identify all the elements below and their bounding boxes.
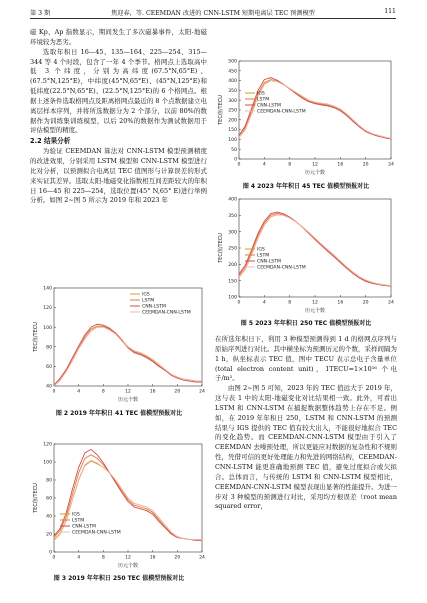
running-title: 焦迎春，等. CEEMDAN 改进的 CNN-LSTM 短期电离层 TEC 预测模型 xyxy=(111,10,315,17)
y-tick-label: 300 xyxy=(228,230,237,236)
x-tick-label: 4 xyxy=(77,555,81,561)
legend-label: IGS xyxy=(257,247,265,253)
figure-5-chart xyxy=(215,193,397,315)
figure-5-caption: 图 5 2023 年年积日 250 TEC 值模型预报对比 xyxy=(240,320,372,327)
issue-label: 第 3 期 xyxy=(30,10,51,17)
x-tick-label: 20 xyxy=(362,162,369,168)
y-tick-label: 350 xyxy=(228,89,237,94)
legend-label: LSTM xyxy=(257,253,270,259)
chart-svg xyxy=(30,282,208,404)
x-tick-label: 0 xyxy=(52,555,56,561)
x-tick-label: 24 xyxy=(199,389,205,395)
chart-svg xyxy=(215,193,397,315)
y-axis-label: TEC值/TECU xyxy=(33,322,39,352)
x-tick-label: 24 xyxy=(199,555,205,561)
x-axis-label: 历元个数 xyxy=(117,563,139,569)
x-tick-label: 12 xyxy=(125,555,131,561)
y-tick-label: 100 xyxy=(43,325,52,331)
y-tick-label: 200 xyxy=(228,118,237,124)
x-tick-label: 16 xyxy=(337,300,344,306)
y-tick-label: 80 xyxy=(46,478,52,484)
running-header xyxy=(30,6,396,19)
y-tick-label: 80 xyxy=(46,345,52,351)
right-column-text xyxy=(215,335,397,512)
y-tick-label: 400 xyxy=(228,79,237,85)
paragraph: 磁 Kp、Ap 指数显示，期间发生了多次磁暴事件，太阳-地磁环境较为恶劣。 xyxy=(30,28,207,46)
series-line xyxy=(54,327,202,386)
chart-svg xyxy=(30,438,208,570)
y-axis-label: TEC值/TECU xyxy=(218,233,224,263)
plot-frame xyxy=(54,288,202,386)
x-tick-label: 16 xyxy=(149,389,156,395)
x-tick-label: 0 xyxy=(52,389,56,395)
x-tick-label: 24 xyxy=(388,300,394,306)
y-tick-label: 200 xyxy=(228,262,237,268)
y-tick-label: 0 xyxy=(49,550,52,556)
y-tick-label: 50 xyxy=(231,147,237,153)
legend-label: CNN-LSTM xyxy=(257,103,281,109)
legend-label: CEEMDAN-CNN-LSTM xyxy=(72,530,121,536)
legend-label: CEEMDAN-CNN-LSTM xyxy=(142,310,191,316)
x-tick-label: 24 xyxy=(388,162,394,168)
x-axis-label: 历元个数 xyxy=(304,170,326,176)
series-line xyxy=(54,327,202,386)
series-line xyxy=(54,324,202,385)
x-tick-label: 20 xyxy=(362,300,369,306)
legend-label: CEEMDAN-CNN-LSTM xyxy=(257,109,306,115)
y-tick-label: 60 xyxy=(46,365,52,370)
y-tick-label: 350 xyxy=(228,213,237,219)
legend-label: CEEMDAN-CNN-LSTM xyxy=(257,265,306,271)
y-tick-label: 150 xyxy=(228,279,237,285)
y-tick-label: 400 xyxy=(228,197,237,203)
x-tick-label: 4 xyxy=(262,300,266,306)
y-tick-label: 40 xyxy=(46,514,52,520)
paragraph: 由图 2~图 5 可知，2023 年的 TEC 值远大于 2019 年，这与表 1 中的太阳-地磁变化对比结果相一致。此外，可看出 LSTM 和 CNN-LSTM 在捕捉数据整体趋势上存在不足。例如，在 2019 年年积日 250，LSTM 和 CNN-LSTM 的预测结果与 IGS 提供的 TEC 值有较大出入，不能很好地拟合 TEC 的变化趋势。而 CEEMDAN-CNN-LSTM 模型由于引入了 CEEMDAN 去噪预处理，所以更能应对数据的复杂性和不规则性，凭借可信的更好处理能力和先进的网络结构，CEEMDAN-CNN-LSTM 能更准确地预测 TEC 值，避免过度拟合或欠拟合。总体而言，与传统的 LSTM 和 CNN-LSTM 模型相比，CEEMDAN-CNN-LSTM 模型表现出显著的性能提升。为进一步对 3 种模型的预测进行对比，采用均方根误差（root mean squared error， xyxy=(215,384,397,511)
y-tick-label: 120 xyxy=(43,306,52,312)
figure-4-caption: 图 4 2023 年年积日 45 TEC 值模型预报对比 xyxy=(242,183,370,190)
y-tick-label: 500 xyxy=(228,59,237,65)
legend-label: LSTM xyxy=(142,298,155,304)
legend-label: IGS xyxy=(142,292,150,298)
figure-3-chart xyxy=(30,438,208,570)
x-tick-label: 8 xyxy=(101,555,105,561)
paragraph: 为验证 CEEMDAN 算法对 CNN-LSTM 模型预测精度的改进效果，分别采用 LSTM 模型和 CNN-LSTM 模型进行比对分析，以预测拟合电离层 TEC 值图形与计算误差的形式来实证其差异。选取太阳-地磁变化指数相互间差距较大的年积日 16—45 和 225—254，选取位置(45° N,65° E)进行举例分析。如图 2~图 5 所示为 2019 年和 2023 年 xyxy=(30,147,207,205)
x-tick-label: 4 xyxy=(262,162,266,168)
legend-label: LSTM xyxy=(72,518,85,524)
y-tick-label: 120 xyxy=(43,442,52,448)
figure-2-caption: 图 2 2019 年年积日 41 TEC 值模型预报对比 xyxy=(55,410,183,417)
chart-svg xyxy=(215,55,397,177)
x-tick-label: 4 xyxy=(77,389,81,395)
y-tick-label: 140 xyxy=(43,286,52,292)
legend-label: CNN-LSTM xyxy=(72,524,96,530)
x-tick-label: 16 xyxy=(149,555,156,561)
y-tick-label: 40 xyxy=(46,384,52,390)
legend-label: CNN-LSTM xyxy=(142,304,166,310)
x-tick-label: 12 xyxy=(125,389,131,395)
x-tick-label: 8 xyxy=(288,300,292,306)
x-tick-label: 20 xyxy=(174,555,181,561)
y-tick-label: 300 xyxy=(228,98,237,104)
y-tick-label: 250 xyxy=(228,108,237,114)
legend-label: IGS xyxy=(257,91,265,97)
y-tick-label: 150 xyxy=(228,128,237,134)
y-tick-label: 60 xyxy=(46,496,52,502)
y-axis-label: TEC值/TECU xyxy=(33,483,39,513)
y-tick-label: 20 xyxy=(46,532,52,538)
x-tick-label: 0 xyxy=(237,162,241,168)
y-axis-label: TEC值/TECU xyxy=(218,95,224,125)
y-tick-label: 100 xyxy=(43,460,52,466)
figure-4-chart xyxy=(215,55,397,177)
x-tick-label: 8 xyxy=(288,162,292,168)
x-tick-label: 16 xyxy=(337,162,344,168)
x-axis-label: 历元个数 xyxy=(304,308,326,314)
x-tick-label: 20 xyxy=(174,389,181,395)
figure-2-chart xyxy=(30,282,208,404)
series-line xyxy=(54,326,202,385)
x-tick-label: 0 xyxy=(237,300,241,306)
paragraph: 选取年积日 16—45、135—164、225—254、315—344 等 4 个时段，包含了一年 4 个季节。格网点上选取高中低 3 个纬度，分别为高纬度(67.5°N,65°E)、(67.5°N,125°E)，中纬度(45°N,65°E)、(45°N,125°E)和低纬度(22.5°N,65°E)、(22.5°N,125°E)的 6 个格网点。根据上述条件选取格网点及距离格网点最近的 8 个点数据建立电离层样本序列，并将所选数据分为 2 个部分，以前 80%的数据作为训练集训练模型，以后 20%的数据作为测试数据用于评估模型的精度。 xyxy=(30,47,207,135)
left-column-top xyxy=(30,28,207,206)
x-tick-label: 8 xyxy=(101,389,105,395)
y-tick-label: 100 xyxy=(228,138,237,143)
page-number: 111 xyxy=(384,8,396,15)
y-tick-label: 450 xyxy=(228,69,237,75)
legend-label: IGS xyxy=(72,512,80,518)
y-tick-label: 0 xyxy=(234,157,237,163)
x-axis-label: 历元个数 xyxy=(117,397,139,403)
y-tick-label: 250 xyxy=(228,246,237,252)
x-tick-label: 12 xyxy=(312,162,318,168)
x-tick-label: 12 xyxy=(312,300,318,306)
legend-label: CNN-LSTM xyxy=(257,259,281,265)
legend-label: LSTM xyxy=(257,97,270,103)
section-heading: 2.2 结果分析 xyxy=(30,137,71,146)
figure-3-caption: 图 3 2019 年年积日 250 TEC 值模型预报对比 xyxy=(53,575,185,582)
paragraph: 在所选年积日下，利用 3 种模型预测得到 1 d 的格网点序列与原始序列进行对比。其中横坐标为预测历元的个数，采样间隔为 1 h，纵坐标表示 TEC 值，图中 TECU 表示总电子含量单位(total electron content unit)，1TECU=1×10¹⁶ 个电子/m²。 xyxy=(215,335,397,383)
y-tick-label: 100 xyxy=(228,295,237,301)
